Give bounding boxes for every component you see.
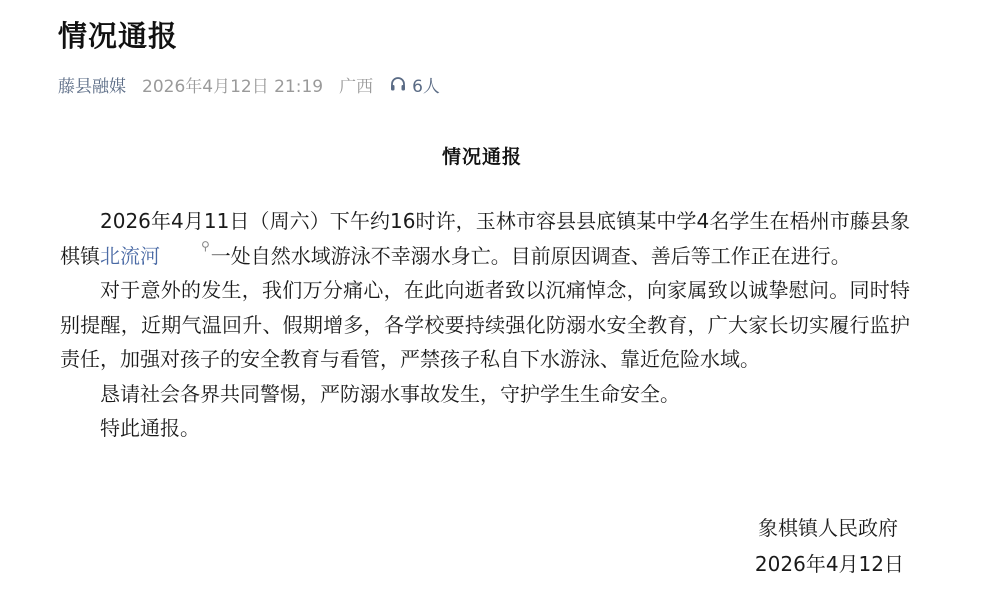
article-meta: [58, 72, 440, 96]
page-title: 情况通报: [58, 19, 179, 53]
paragraph-1-text-b: 一处自然水域游泳不幸溺水身亡。目前原因调查、善后等工作正在进行。: [210, 243, 851, 268]
paragraph-1-text-a: 2026年4月11日（周六）下午约16时许，玉林市容县县底镇某中学4名学生在梧州市藤县象棋镇: [60, 209, 910, 268]
listen-count[interactable]: [389, 72, 440, 97]
signature-org: 象棋镇人民政府: [758, 516, 898, 540]
paragraph-2: 对于意外的发生，我们万分痛心，在此向逝者致以沉痛悼念，向家属致以诚挚慰问。同时特别提醒，近期气温回升、假期增多，各学校要持续强化防溺水安全教育，广大家长切实履行监护责任，加强对孩子的安全教育与看管，严禁孩子私自下水游泳、靠近危险水域。: [60, 278, 910, 371]
source-link[interactable]: 藤县融媒: [58, 76, 126, 97]
signature-date: 2026年4月12日: [754, 552, 904, 576]
document-title: 情况通报: [441, 146, 522, 168]
headphones-icon: [389, 75, 407, 93]
search-icon[interactable]: ⚲: [201, 238, 210, 253]
listen-count-value: 6人: [412, 76, 440, 97]
paragraph-3: 恳请社会各界共同警惕，严防溺水事故发生，守护学生生命安全。: [100, 381, 680, 406]
location-label: 广西: [339, 76, 374, 97]
signature-block: [755, 512, 904, 577]
publish-date: 2026年4月12日 21:19: [142, 76, 324, 97]
paragraph-4: 特此通报。: [100, 416, 200, 440]
location-link[interactable]: 北流河: [100, 243, 160, 268]
paragraph-1: [60, 204, 910, 273]
document-body: [60, 204, 910, 446]
